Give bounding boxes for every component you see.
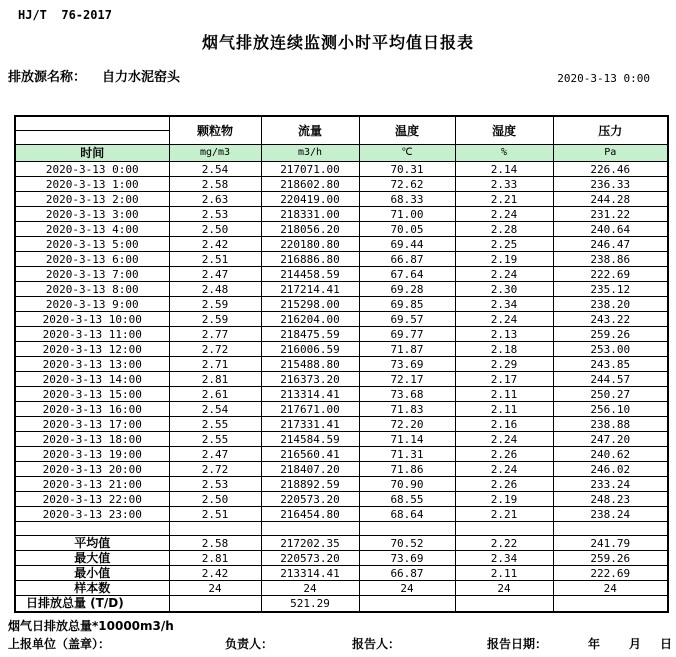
value-cell: 2.24 [455,432,553,447]
value-cell: 70.52 [359,536,455,551]
value-cell: 2.28 [455,222,553,237]
value-cell: 2.29 [455,357,553,372]
unit-temperature: ℃ [359,145,455,162]
time-cell: 2020-3-13 14:00 [15,372,169,387]
column-header-humidity: 湿度 [455,116,553,145]
time-cell: 2020-3-13 8:00 [15,282,169,297]
value-cell: 213314.41 [261,387,359,402]
value-cell: 2.61 [169,387,261,402]
standard-code: HJ/T 76-2017 [18,8,112,22]
value-cell: 2.24 [455,267,553,282]
value-cell: 2.21 [455,192,553,207]
value-cell: 24 [261,581,359,596]
source-name-group [8,66,180,85]
unit-row [15,145,668,162]
report-date-label: 报告日期： [487,637,548,651]
unit-flow: m3/h [261,145,359,162]
hourly-row [15,222,668,237]
value-cell: 246.02 [553,462,668,477]
hourly-row [15,507,668,522]
value-cell: 220180.80 [261,237,359,252]
value-cell: 243.22 [553,312,668,327]
time-cell: 2020-3-13 6:00 [15,252,169,267]
value-cell: 71.14 [359,432,455,447]
value-cell: 2.55 [169,432,261,447]
value-cell: 226.46 [553,162,668,177]
value-cell: 253.00 [553,342,668,357]
time-cell: 2020-3-13 20:00 [15,462,169,477]
value-cell: 2.26 [455,447,553,462]
value-cell: 220573.20 [261,551,359,566]
time-cell: 2020-3-13 17:00 [15,417,169,432]
summary-row [15,566,668,581]
value-cell: 2.51 [169,507,261,522]
value-cell: 2.19 [455,252,553,267]
value-cell: 66.87 [359,566,455,581]
hourly-row [15,192,668,207]
value-cell: 241.79 [553,536,668,551]
value-cell: 2.17 [455,372,553,387]
hourly-row [15,342,668,357]
value-cell: 71.86 [359,462,455,477]
value-cell: 217671.00 [261,402,359,417]
value-cell: 24 [553,581,668,596]
summary-row [15,551,668,566]
hourly-row [15,282,668,297]
time-cell: 2020-3-13 16:00 [15,402,169,417]
value-cell: 233.24 [553,477,668,492]
hourly-row [15,267,668,282]
value-cell: 218331.00 [261,207,359,222]
value-cell: 70.31 [359,162,455,177]
hourly-row [15,312,668,327]
unit-humidity: % [455,145,553,162]
value-cell: 2.55 [169,417,261,432]
emission-total-note: 烟气日排放总量*10000m3/h [8,619,174,633]
hourly-row [15,387,668,402]
value-cell: 73.68 [359,387,455,402]
value-cell: 71.00 [359,207,455,222]
hourly-row [15,162,668,177]
value-cell: 68.64 [359,507,455,522]
hourly-row [15,327,668,342]
value-cell: 217071.00 [261,162,359,177]
value-cell: 246.47 [553,237,668,252]
year-label: 年 [588,637,601,651]
value-cell: 71.87 [359,342,455,357]
hourly-row [15,492,668,507]
time-cell: 2020-3-13 9:00 [15,297,169,312]
value-cell: 222.69 [553,267,668,282]
hourly-row [15,432,668,447]
value-cell: 72.20 [359,417,455,432]
summary-row [15,596,668,612]
value-cell: 217331.41 [261,417,359,432]
value-cell: 2.11 [455,402,553,417]
value-cell: 218407.20 [261,462,359,477]
value-cell: 238.24 [553,507,668,522]
value-cell: 2.30 [455,282,553,297]
value-cell: 2.50 [169,492,261,507]
value-cell: 218602.80 [261,177,359,192]
report-table [14,115,669,613]
time-cell: 2020-3-13 21:00 [15,477,169,492]
value-cell: 2.33 [455,177,553,192]
value-cell: 69.44 [359,237,455,252]
page-title: 烟气排放连续监测小时平均值日报表 [201,33,474,52]
summary-label-cell: 日排放总量 (T/D) [15,596,169,612]
value-cell: 215298.00 [261,297,359,312]
value-cell: 2.25 [455,237,553,252]
time-cell: 2020-3-13 13:00 [15,357,169,372]
value-cell: 2.24 [455,462,553,477]
spacer-cell [359,522,455,536]
value-cell: 243.85 [553,357,668,372]
value-cell: 220573.20 [261,492,359,507]
summary-row [15,536,668,551]
value-cell: 240.62 [553,447,668,462]
source-name-label: 排放源名称： [8,70,87,85]
value-cell: 67.64 [359,267,455,282]
value-cell: 216006.59 [261,342,359,357]
value-cell: 2.63 [169,192,261,207]
value-cell: 220419.00 [261,192,359,207]
value-cell: 521.29 [261,596,359,612]
time-cell: 2020-3-13 2:00 [15,192,169,207]
value-cell: 2.24 [455,312,553,327]
time-cell: 2020-3-13 4:00 [15,222,169,237]
value-cell: 216886.80 [261,252,359,267]
value-cell: 2.47 [169,447,261,462]
value-cell: 2.59 [169,312,261,327]
value-cell: 2.11 [455,566,553,581]
value-cell: 2.50 [169,222,261,237]
spacer-cell [169,522,261,536]
value-cell: 250.27 [553,387,668,402]
value-cell: 24 [455,581,553,596]
time-cell: 2020-3-13 3:00 [15,207,169,222]
hourly-row [15,447,668,462]
hourly-row [15,417,668,432]
hourly-rows [15,162,668,522]
value-cell: 69.77 [359,327,455,342]
value-cell: 256.10 [553,402,668,417]
column-header-temperature: 温度 [359,116,455,145]
hourly-row [15,402,668,417]
value-cell: 218056.20 [261,222,359,237]
column-label-row [15,116,668,145]
spacer-cell [455,522,553,536]
value-cell: 216373.20 [261,372,359,387]
value-cell: 235.12 [553,282,668,297]
value-cell: 2.26 [455,477,553,492]
value-cell: 2.24 [455,207,553,222]
source-row [8,66,650,85]
value-cell: 244.28 [553,192,668,207]
value-cell: 2.81 [169,551,261,566]
value-cell [455,596,553,612]
time-cell: 2020-3-13 15:00 [15,387,169,402]
value-cell: 2.77 [169,327,261,342]
value-cell: 69.85 [359,297,455,312]
spacer-cell [553,522,668,536]
value-cell: 68.33 [359,192,455,207]
value-cell: 70.05 [359,222,455,237]
summary-label-cell: 最小值 [15,566,169,581]
value-cell: 247.20 [553,432,668,447]
value-cell: 2.34 [455,551,553,566]
day-label: 日 [660,637,673,651]
value-cell: 231.22 [553,207,668,222]
value-cell [169,596,261,612]
value-cell: 2.71 [169,357,261,372]
value-cell: 2.58 [169,177,261,192]
time-cell: 2020-3-13 1:00 [15,177,169,192]
value-cell [553,596,668,612]
value-cell: 70.90 [359,477,455,492]
value-cell: 214458.59 [261,267,359,282]
value-cell: 2.81 [169,372,261,387]
hourly-row [15,462,668,477]
hourly-row [15,297,668,312]
value-cell: 73.69 [359,357,455,372]
column-header-particulate: 颗粒物 [169,116,261,145]
hourly-row [15,177,668,192]
value-cell: 2.58 [169,536,261,551]
time-cell: 2020-3-13 5:00 [15,237,169,252]
value-cell: 2.42 [169,566,261,581]
time-column-header: 时间 [15,145,169,162]
time-cell: 2020-3-13 11:00 [15,327,169,342]
value-cell: 218892.59 [261,477,359,492]
value-cell: 2.72 [169,462,261,477]
value-cell: 69.57 [359,312,455,327]
value-cell: 238.86 [553,252,668,267]
spacer-cell [261,522,359,536]
table-head [15,116,668,162]
value-cell: 218475.59 [261,327,359,342]
value-cell: 2.47 [169,267,261,282]
spacer-row [15,522,668,536]
value-cell: 2.14 [455,162,553,177]
value-cell: 214584.59 [261,432,359,447]
value-cell: 2.54 [169,162,261,177]
column-header-flow: 流量 [261,116,359,145]
value-cell: 2.21 [455,507,553,522]
time-cell: 2020-3-13 10:00 [15,312,169,327]
report-datetime: 2020-3-13 0:00 [557,72,650,85]
value-cell: 2.54 [169,402,261,417]
value-cell: 216204.00 [261,312,359,327]
value-cell: 2.11 [455,387,553,402]
time-cell: 2020-3-13 0:00 [15,162,169,177]
value-cell: 215488.80 [261,357,359,372]
value-cell: 2.42 [169,237,261,252]
value-cell: 71.83 [359,402,455,417]
corner-cell [15,116,169,145]
value-cell: 71.31 [359,447,455,462]
hourly-row [15,237,668,252]
value-cell: 222.69 [553,566,668,581]
value-cell: 68.55 [359,492,455,507]
value-cell: 2.53 [169,207,261,222]
spacer-row-body [15,522,668,536]
signature-row [0,635,676,651]
value-cell: 244.57 [553,372,668,387]
value-cell [359,596,455,612]
value-cell: 238.20 [553,297,668,312]
value-cell: 2.19 [455,492,553,507]
value-cell: 66.87 [359,252,455,267]
time-cell: 2020-3-13 23:00 [15,507,169,522]
value-cell: 248.23 [553,492,668,507]
value-cell: 240.64 [553,222,668,237]
value-cell: 2.13 [455,327,553,342]
hourly-row [15,357,668,372]
value-cell: 2.34 [455,297,553,312]
value-cell: 72.17 [359,372,455,387]
corner-bottom-cell [16,131,169,144]
reporter-label: 报告人： [352,637,401,651]
value-cell: 238.88 [553,417,668,432]
hourly-row [15,252,668,267]
value-cell: 2.53 [169,477,261,492]
time-cell: 2020-3-13 18:00 [15,432,169,447]
corner-top-cell [16,117,169,131]
value-cell: 73.69 [359,551,455,566]
value-cell: 2.18 [455,342,553,357]
value-cell: 69.28 [359,282,455,297]
summary-label-cell: 最大值 [15,551,169,566]
value-cell: 2.22 [455,536,553,551]
value-cell: 259.26 [553,551,668,566]
value-cell: 2.59 [169,297,261,312]
value-cell: 213314.41 [261,566,359,581]
source-name-value: 自力水泥窑头 [102,70,181,85]
hourly-row [15,477,668,492]
time-cell: 2020-3-13 7:00 [15,267,169,282]
month-label: 月 [629,637,642,651]
value-cell: 259.26 [553,327,668,342]
unit-particulate: mg/m3 [169,145,261,162]
value-cell: 24 [169,581,261,596]
summary-label-cell: 平均值 [15,536,169,551]
value-cell: 217214.41 [261,282,359,297]
value-cell: 2.48 [169,282,261,297]
responsible-person-label: 负责人： [225,637,274,651]
report-unit-label: 上报单位（盖章）： [8,637,111,651]
value-cell: 236.33 [553,177,668,192]
time-cell: 2020-3-13 19:00 [15,447,169,462]
value-cell: 216454.80 [261,507,359,522]
summary-row [15,581,668,596]
hourly-row [15,207,668,222]
value-cell: 2.72 [169,342,261,357]
spacer-cell [15,522,169,536]
summary-rows [15,536,668,612]
time-cell: 2020-3-13 22:00 [15,492,169,507]
summary-label-cell: 样本数 [15,581,169,596]
value-cell: 72.62 [359,177,455,192]
value-cell: 24 [359,581,455,596]
hourly-row [15,372,668,387]
unit-pressure: Pa [553,145,668,162]
value-cell: 2.51 [169,252,261,267]
time-cell: 2020-3-13 12:00 [15,342,169,357]
value-cell: 217202.35 [261,536,359,551]
value-cell: 216560.41 [261,447,359,462]
column-header-pressure: 压力 [553,116,668,145]
value-cell: 2.16 [455,417,553,432]
